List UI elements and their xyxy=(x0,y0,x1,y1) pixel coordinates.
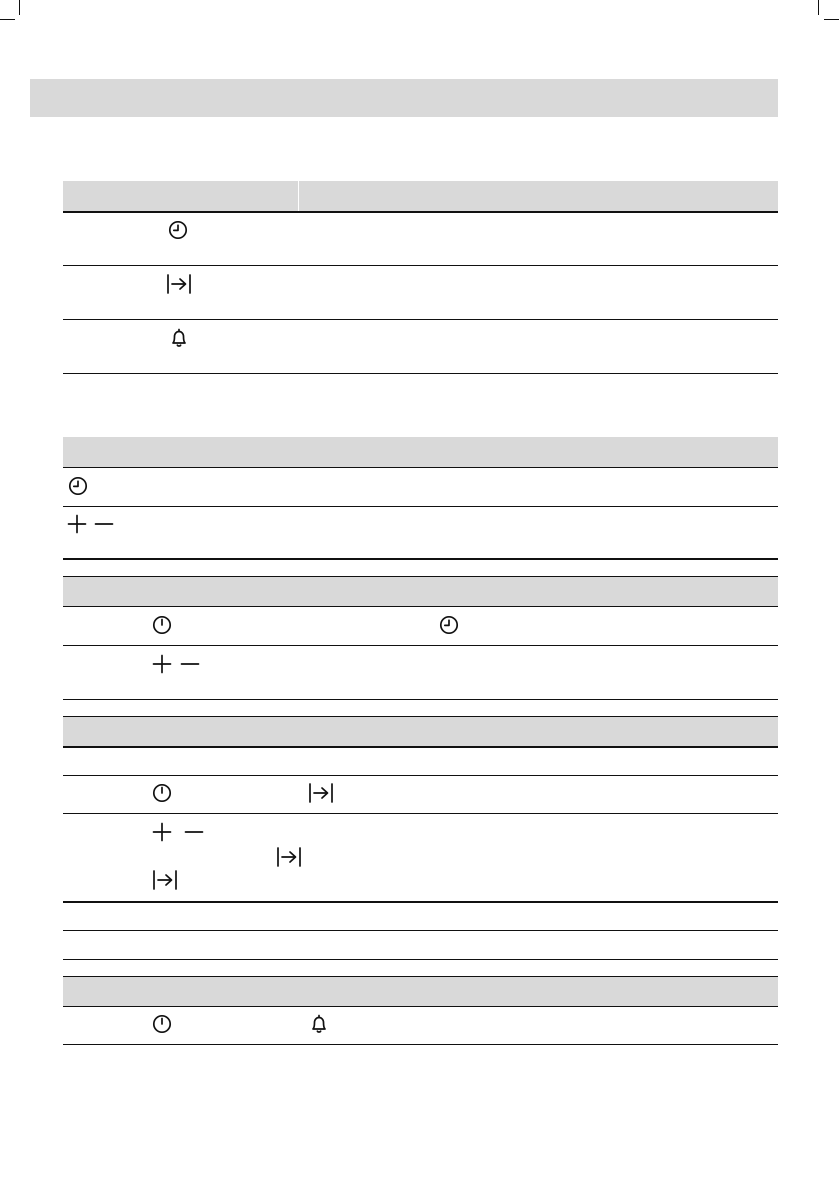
table4-header xyxy=(63,716,778,746)
minus-icon xyxy=(93,513,115,535)
table5-header xyxy=(63,976,778,1006)
table2-header xyxy=(63,437,778,467)
table3-row-divider xyxy=(63,645,778,646)
table5-bottom-rule xyxy=(63,1044,778,1045)
minus-icon xyxy=(183,821,205,843)
clock-icon xyxy=(67,475,89,497)
power-icon xyxy=(151,1013,173,1035)
bell-icon xyxy=(168,327,190,349)
table4-row-divider xyxy=(63,813,778,814)
bell-icon xyxy=(308,1013,330,1035)
table5-header-rule xyxy=(63,1006,778,1007)
end-time-icon xyxy=(152,869,178,891)
table4-row-divider xyxy=(63,775,778,776)
section-heading-band xyxy=(30,79,778,117)
table2-bottom-rule xyxy=(63,558,778,560)
table5-top-rule xyxy=(63,976,778,977)
table1-header-rule xyxy=(63,211,778,213)
power-icon xyxy=(151,614,173,636)
table4-top-rule xyxy=(63,716,778,717)
table3-top-rule xyxy=(63,576,778,577)
table1-bottom-rule xyxy=(63,373,778,374)
table1-row-divider xyxy=(63,265,778,266)
minus-icon xyxy=(179,653,201,675)
plus-icon xyxy=(151,653,173,675)
end-time-icon xyxy=(276,846,302,868)
table4-header-rule xyxy=(63,746,778,748)
crop-mark-right-vertical xyxy=(818,0,819,15)
clock-icon xyxy=(167,219,189,241)
table2-row-divider xyxy=(63,506,778,507)
crop-mark-right-horizontal xyxy=(824,19,839,20)
table2-header-rule xyxy=(63,467,778,468)
clock-icon xyxy=(438,614,460,636)
crop-mark-left-horizontal xyxy=(0,19,15,20)
plus-icon xyxy=(66,513,88,535)
power-icon xyxy=(151,782,173,804)
table4-row-divider xyxy=(63,901,778,903)
plus-icon xyxy=(151,821,173,843)
table1-row-divider xyxy=(63,319,778,320)
table3-bottom-rule xyxy=(63,699,778,700)
table3-header-rule xyxy=(63,606,778,607)
table1-header-divider xyxy=(298,181,299,211)
end-time-icon xyxy=(308,782,334,804)
table4-bottom-rule xyxy=(63,959,778,960)
table4-row-divider xyxy=(63,930,778,931)
end-time-icon xyxy=(166,273,192,295)
table1-header xyxy=(63,181,778,211)
table3-header xyxy=(63,576,778,606)
crop-mark-left-vertical xyxy=(19,0,20,15)
